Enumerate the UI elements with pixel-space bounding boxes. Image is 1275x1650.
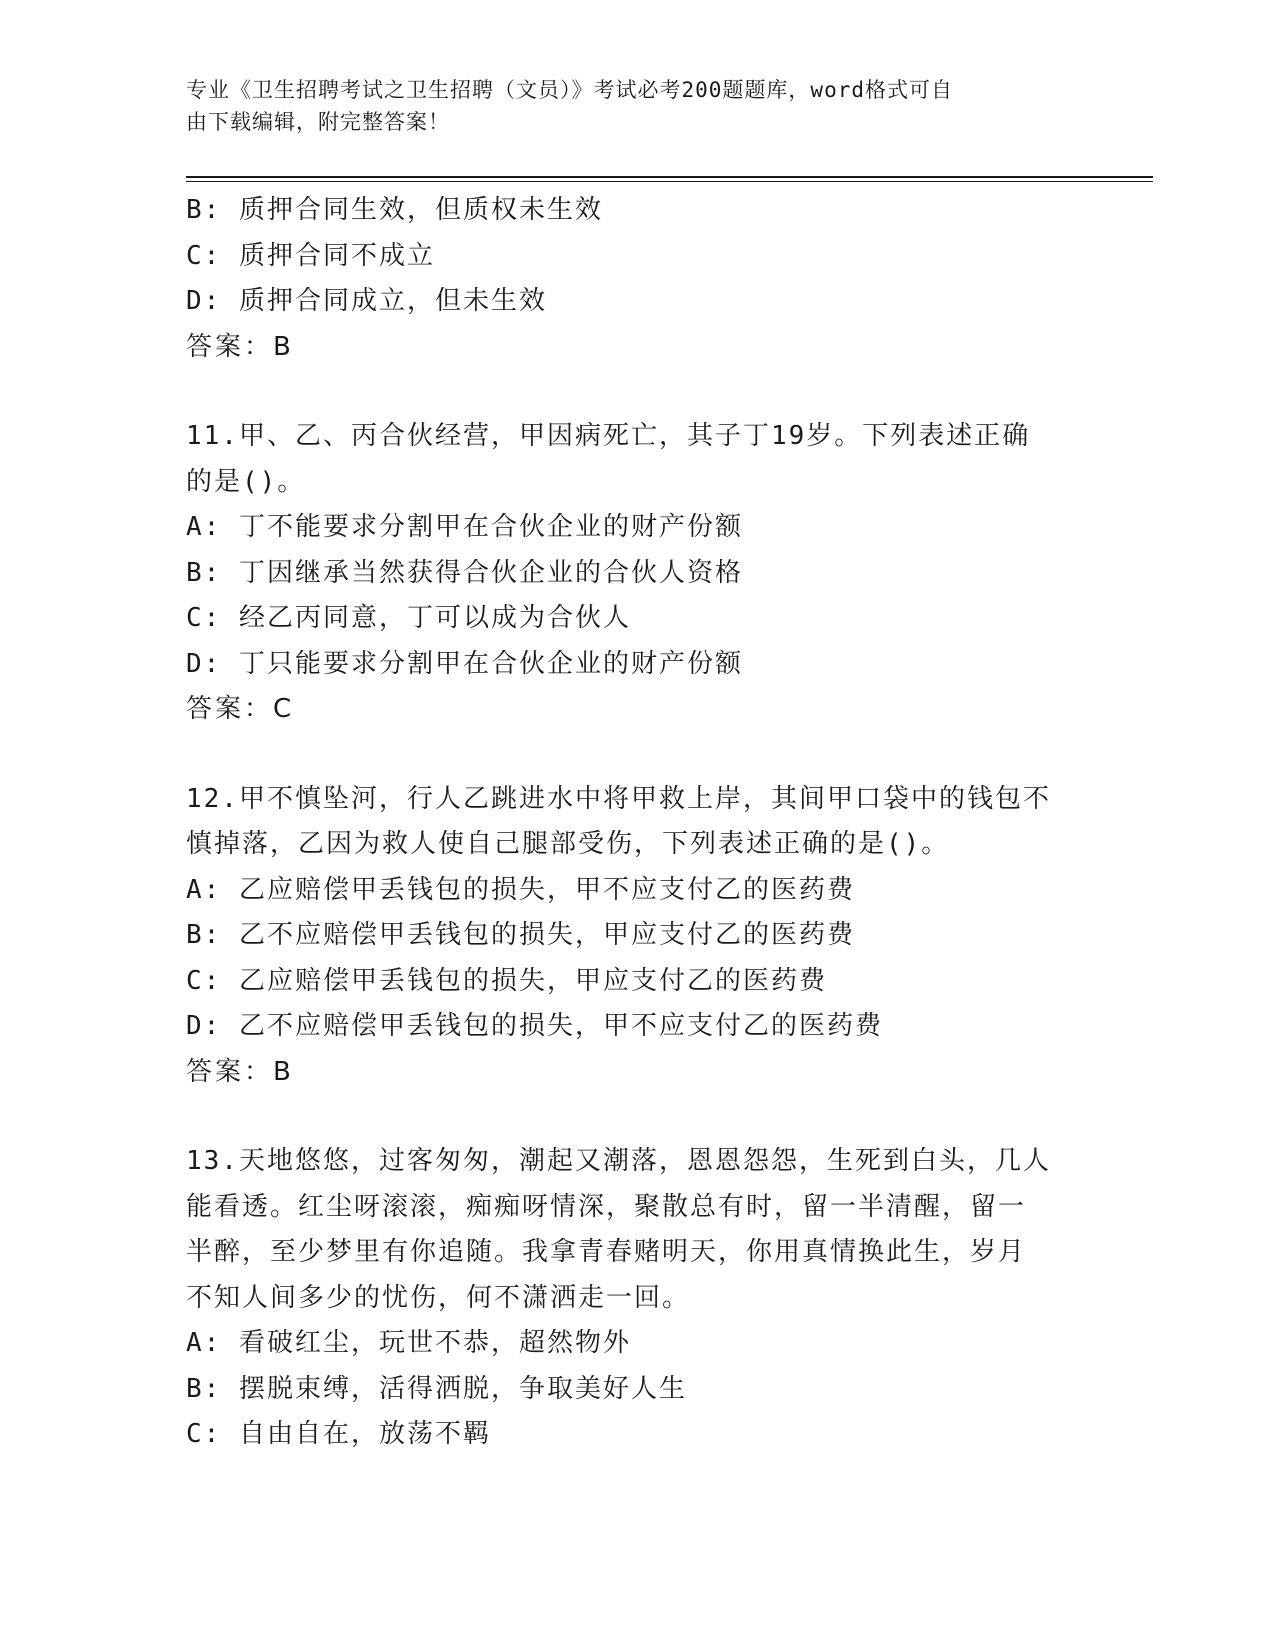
question-stem-line: 的是()。 (186, 466, 306, 497)
option-b: B: 丁因继承当然获得合伙企业的合伙人资格 (186, 557, 743, 588)
option-b: B: 摆脱束缚，活得洒脱，争取美好人生 (186, 1373, 687, 1404)
option-c: C: 自由自在，放荡不羁 (186, 1419, 491, 1449)
option-d: D: 丁只能要求分割甲在合伙企业的财产份额 (186, 648, 743, 679)
header-divider-thin (186, 181, 1153, 182)
option-c: C: 乙应赔偿甲丢钱包的损失，甲应支付乙的医药费 (186, 965, 827, 996)
spacer (186, 1095, 1086, 1139)
option-c: C: 经乙丙同意，丁可以成为合伙人 (186, 603, 631, 633)
option-a: A: 看破红尘，玩世不恭，超然物外 (186, 1328, 631, 1358)
answer: 答案：B (186, 1056, 294, 1087)
option-a: A: 丁不能要求分割甲在合伙企业的财产份额 (186, 512, 743, 542)
option-d: D: 乙不应赔偿甲丢钱包的损失，甲不应支付乙的医药费 (186, 1011, 883, 1041)
question-10 (186, 188, 1086, 370)
answer: 答案：B (186, 331, 294, 362)
question-11 (186, 414, 1086, 733)
spacer (186, 370, 1086, 414)
spacer (186, 733, 1086, 777)
question-stem-line: 11.甲、乙、丙合伙经营，甲因病死亡，其子丁19岁。下列表述正确 (186, 421, 1031, 451)
option-a: A: 乙应赔偿甲丢钱包的损失，甲不应支付乙的医药费 (186, 874, 855, 905)
question-stem-line: 13.天地悠悠，过客匆匆，潮起又潮落，恩恩怨怨，生死到白头，几人 (186, 1146, 1051, 1176)
question-stem-line: 慎掉落，乙因为救人使自己腿部受伤，下列表述正确的是()。 (186, 829, 950, 859)
answer: 答案：C (186, 694, 295, 724)
question-stem-line: 能看透。红尘呀滚滚，痴痴呀情深，聚散总有时，留一半清醒，留一 (186, 1191, 1027, 1222)
header-divider-thick (186, 176, 1153, 178)
question-13 (186, 1139, 1086, 1458)
question-list (186, 188, 1086, 1458)
option-c: C: 质押合同不成立 (186, 240, 435, 271)
question-stem-line: 12.甲不慎坠河，行人乙跳进水中将甲救上岸，其间甲口袋中的钱包不 (186, 783, 1051, 814)
question-12 (186, 777, 1086, 1096)
option-b: B: 质押合同生效，但质权未生效 (186, 195, 603, 225)
question-stem-line: 不知人间多少的忧伤，何不潇洒走一回。 (186, 1282, 691, 1313)
header-line-2: 由下载编辑，附完整答案！ (186, 110, 450, 134)
option-d: D: 质押合同成立，但未生效 (186, 286, 547, 316)
option-b: B: 乙不应赔偿甲丢钱包的损失，甲应支付乙的医药费 (186, 920, 855, 950)
header-line-1: 专业《卫生招聘考试之卫生招聘（文员）》考试必考200题题库，word格式可自 (186, 78, 953, 102)
question-stem-line: 半醉，至少梦里有你追随。我拿青春赌明天，你用真情换此生，岁月 (186, 1237, 1027, 1267)
document-header (186, 74, 1066, 138)
